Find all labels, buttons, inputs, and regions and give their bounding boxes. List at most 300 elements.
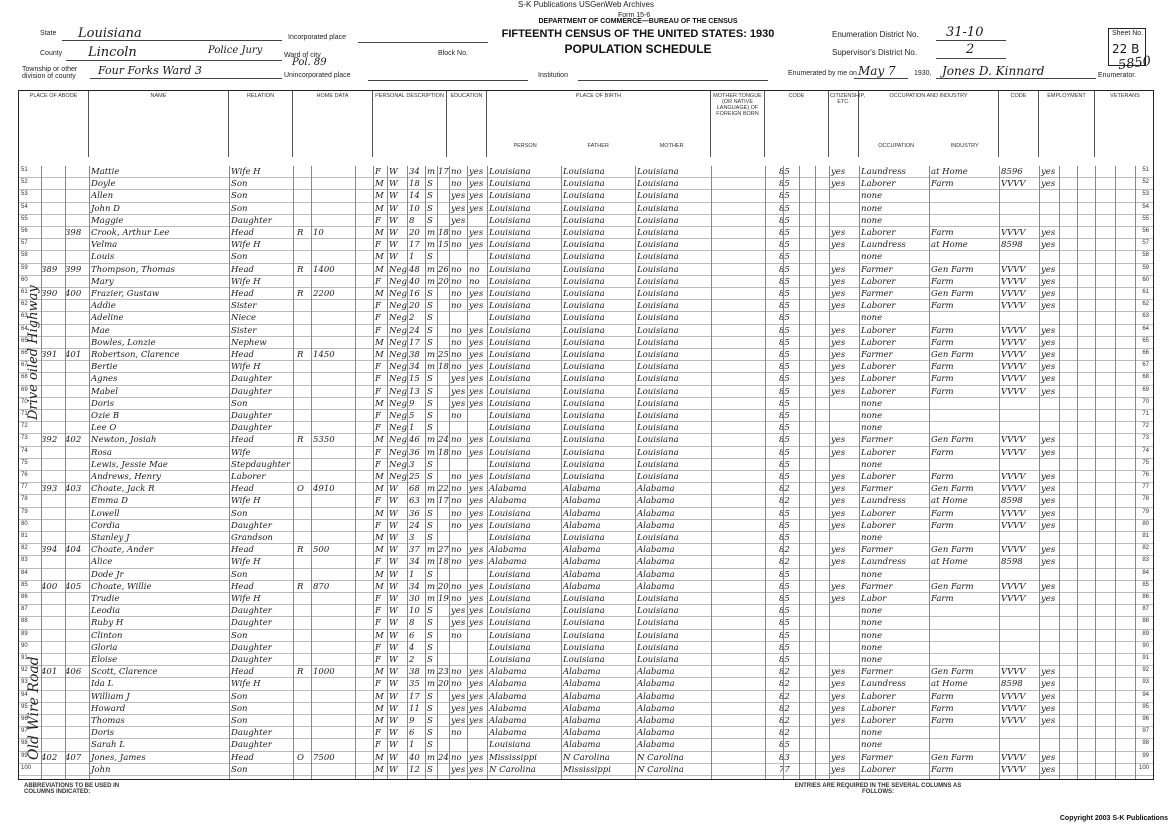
line-number: 81	[21, 533, 28, 539]
race-cell: W	[389, 716, 398, 726]
occupation-cell: none	[861, 423, 883, 434]
copyright-notice: Copyright 2003 S-K Publications	[1059, 815, 1168, 822]
person-name-cell: Choate, Willie	[91, 581, 152, 592]
employed-cell: yes	[1041, 520, 1056, 531]
person-name-cell: Andrews, Henry	[91, 472, 161, 482]
race-cell: Neg	[389, 313, 407, 324]
birthplace-person-cell: Louisiana	[489, 289, 531, 299]
home-owned-cell: R	[297, 350, 304, 360]
line-number-right: 53	[1142, 191, 1149, 198]
birthplace-mother-cell: Alabama	[637, 569, 675, 580]
birthplace-father-cell: Alabama	[563, 703, 601, 714]
group-home-data: HOME DATA	[293, 91, 373, 157]
relation-cell: Son	[231, 508, 248, 519]
birthplace-person-cell: Louisiana	[489, 740, 531, 751]
birthplace-mother-cell: Louisiana	[637, 386, 679, 397]
read-write-cell: yes	[469, 240, 484, 251]
age-at-marriage-cell: 24	[438, 752, 449, 763]
line-number: 97	[21, 728, 28, 735]
occupation-cell: Laborer	[861, 325, 896, 336]
speaks-english-cell: yes	[831, 691, 846, 702]
occupation-code-cell: VVVV	[1001, 703, 1026, 714]
speaks-english-cell: yes	[831, 374, 846, 385]
father-head: FATHER	[587, 143, 609, 149]
school-cell: yes	[451, 716, 466, 726]
age-at-marriage-cell: 18	[438, 228, 449, 238]
marital-cell: S	[427, 728, 433, 739]
table-row	[19, 727, 1153, 739]
line-number-right: 85	[1142, 581, 1149, 588]
occupation-head: OCCUPATION	[878, 143, 915, 149]
person-name-cell: Maggie	[91, 215, 124, 226]
birth-code-cell: 85	[779, 374, 790, 385]
enumerator-label: Enumerator.	[1098, 72, 1137, 79]
birth-code-cell: 85	[779, 508, 790, 519]
supervisor-value: 2	[966, 42, 975, 57]
birthplace-mother-cell: Louisiana	[637, 301, 679, 312]
person-name-cell: Choate, Jack R	[91, 484, 155, 495]
industry-cell: Farm	[931, 703, 954, 714]
sex-cell: F	[375, 301, 381, 312]
birth-code-cell: 85	[779, 740, 790, 751]
employed-cell: yes	[1041, 472, 1056, 482]
marital-cell: S	[427, 203, 433, 214]
person-name-cell: John	[91, 764, 111, 775]
age-cell: 20	[409, 301, 420, 312]
line-number: 84	[21, 569, 28, 576]
school-cell: no	[451, 508, 462, 519]
enumerated-year: 1930,	[914, 70, 932, 77]
line-number-right: 74	[1142, 447, 1149, 454]
birthplace-person-cell: Alabama	[489, 484, 527, 495]
line-number-right: 94	[1142, 691, 1149, 698]
age-cell: 46	[409, 435, 420, 446]
line-number-right: 81	[1142, 533, 1149, 539]
column-rule	[407, 166, 408, 779]
birthplace-mother-cell: Louisiana	[637, 350, 679, 360]
birthplace-person-cell: Alabama	[489, 691, 527, 702]
relation-cell: Daughter	[231, 740, 272, 751]
sex-cell: F	[375, 728, 381, 739]
marital-cell: m	[427, 594, 436, 604]
home-owned-cell: R	[297, 667, 304, 678]
line-number-right: 65	[1142, 337, 1149, 344]
race-cell: W	[389, 167, 398, 177]
relation-cell: Grandson	[231, 533, 273, 543]
sex-cell: F	[375, 618, 381, 629]
column-rule	[487, 166, 488, 779]
marital-cell: S	[427, 411, 433, 421]
table-row	[19, 349, 1153, 361]
birthplace-mother-cell: Alabama	[637, 667, 675, 678]
line-number: 86	[21, 594, 28, 600]
industry-cell: Farm	[931, 472, 954, 482]
table-row	[19, 642, 1153, 654]
marital-cell: S	[427, 313, 433, 324]
line-number-right: 72	[1142, 423, 1149, 430]
person-name-cell: Doris	[91, 728, 115, 739]
line-number: 52	[21, 179, 28, 186]
marital-cell: S	[427, 740, 433, 751]
age-at-marriage-cell: 17	[438, 167, 449, 177]
line-number: 63	[21, 313, 28, 320]
archive-banner: S-K Publications USGenWeb Archives	[518, 0, 654, 9]
sex-cell: F	[375, 594, 381, 604]
race-cell: Neg	[389, 472, 407, 482]
age-at-marriage-cell: 26	[438, 264, 449, 275]
birthplace-father-cell: Louisiana	[563, 215, 605, 226]
read-write-cell: yes	[469, 679, 484, 690]
township-line	[90, 78, 282, 79]
line-number: 57	[21, 240, 28, 247]
table-row	[19, 520, 1153, 532]
age-cell: 3	[409, 533, 415, 543]
birthplace-person-cell: Louisiana	[489, 301, 531, 312]
line-number: 91	[21, 655, 28, 661]
footer-abbreviations	[18, 781, 1154, 821]
occupation-cell: Laundress	[861, 240, 906, 251]
race-cell: Neg	[389, 325, 407, 336]
school-cell: no	[451, 301, 462, 312]
column-rule	[437, 166, 438, 779]
birth-code-cell: 85	[779, 350, 790, 360]
marital-cell: m	[427, 557, 436, 568]
birthplace-father-cell: Alabama	[563, 581, 601, 592]
birthplace-father-cell: Alabama	[563, 484, 601, 495]
birthplace-person-cell: Louisiana	[489, 435, 531, 446]
relation-cell: Son	[231, 203, 248, 214]
speaks-english-cell: yes	[831, 703, 846, 714]
home-value-cell: 1000	[313, 667, 335, 678]
occupation-title: OCCUPATION AND INDUSTRY	[889, 93, 968, 99]
line-number-right: 67	[1142, 362, 1149, 369]
read-write-cell: yes	[469, 350, 484, 360]
line-number-right: 78	[1142, 496, 1149, 503]
person-name-cell: Bowles, Lonzie	[91, 337, 156, 348]
birth-code-cell: 85	[779, 325, 790, 336]
schedule-title: POPULATION SCHEDULE	[564, 42, 712, 56]
table-row	[19, 203, 1153, 215]
marital-cell: m	[427, 240, 436, 251]
birthplace-person-cell: Louisiana	[489, 374, 531, 385]
occupation-cell: none	[861, 630, 883, 641]
read-write-cell: yes	[469, 557, 484, 568]
birthplace-father-cell: Louisiana	[563, 337, 605, 348]
sex-cell: F	[375, 215, 381, 226]
birthplace-person-cell: Louisiana	[489, 606, 531, 617]
sex-cell: F	[375, 740, 381, 751]
person-name-cell: Mary	[91, 276, 114, 287]
race-cell: W	[389, 508, 398, 519]
employed-cell: yes	[1041, 167, 1056, 177]
incorporated-line	[358, 42, 488, 43]
occupation-cell: Laborer	[861, 447, 896, 458]
industry-cell: Farm	[931, 520, 954, 531]
age-cell: 40	[409, 276, 420, 287]
age-cell: 16	[409, 289, 420, 299]
relation-cell: Wife H	[231, 496, 261, 507]
speaks-english-cell: yes	[831, 337, 846, 348]
relation-cell: Head	[231, 289, 254, 299]
industry-cell: Gen Farm	[931, 545, 974, 556]
table-row	[19, 166, 1153, 178]
county-value: Lincoln	[88, 45, 137, 60]
enum-district-line	[936, 40, 1006, 41]
home-owned-cell: R	[297, 264, 304, 275]
birth-code-cell: 85	[779, 301, 790, 312]
margin-note-road: Old Wire Road	[26, 656, 42, 760]
school-cell: no	[451, 362, 462, 373]
birthplace-father-cell: Alabama	[563, 557, 601, 568]
race-cell: W	[389, 520, 398, 531]
age-at-marriage-cell: 22	[438, 484, 449, 495]
relation-cell: Head	[231, 350, 254, 360]
family-number-cell: 399	[65, 264, 82, 275]
line-number: 96	[21, 716, 28, 722]
birthplace-father-cell: Alabama	[563, 545, 601, 556]
relation-cell: Daughter	[231, 411, 272, 421]
speaks-english-cell: yes	[831, 508, 846, 519]
employed-cell: yes	[1041, 557, 1056, 568]
race-cell: Neg	[389, 447, 407, 458]
relation-cell: Daughter	[231, 423, 272, 434]
sex-cell: F	[375, 642, 381, 653]
relation-cell: Son	[231, 252, 248, 263]
read-write-cell: yes	[469, 594, 484, 604]
birth-code-cell: 82	[779, 545, 790, 556]
occupation-code-cell: VVVV	[1001, 435, 1026, 446]
dwelling-number-cell: 393	[41, 484, 58, 495]
table-row	[19, 556, 1153, 568]
speaks-english-cell: yes	[831, 264, 846, 275]
marital-cell: S	[427, 508, 433, 519]
line-number: 64	[21, 325, 28, 332]
marital-cell: m	[427, 667, 436, 678]
sex-cell: M	[375, 435, 384, 446]
birthplace-person-cell: Louisiana	[489, 252, 531, 263]
read-write-cell: yes	[469, 764, 484, 775]
race-cell: Neg	[389, 362, 407, 373]
relation-cell: Son	[231, 398, 248, 409]
person-name-cell: Sarah L	[91, 740, 125, 751]
column-rule	[229, 166, 230, 779]
ward-label: Ward of city	[284, 52, 321, 59]
occupation-code-cell: VVVV	[1001, 545, 1026, 556]
line-number-right: 56	[1142, 228, 1149, 234]
birth-code-cell: 85	[779, 520, 790, 531]
occupation-code-cell: VVVV	[1001, 752, 1026, 763]
unincorporated-label: Unincorporated place	[284, 72, 351, 79]
group-place-of-abode: PLACE OF ABODE	[19, 91, 89, 157]
occupation-cell: Farmer	[861, 545, 893, 556]
birthplace-father-cell: Louisiana	[563, 533, 605, 543]
table-row	[19, 239, 1153, 251]
birthplace-mother-cell: Louisiana	[637, 374, 679, 385]
occupation-cell: none	[861, 569, 883, 580]
supervisor-label: Supervisor's District No.	[832, 48, 918, 57]
birthplace-mother-cell: Louisiana	[637, 618, 679, 629]
family-number-cell: 406	[65, 667, 82, 678]
marital-cell: S	[427, 520, 433, 531]
birth-code-cell: 85	[779, 411, 790, 421]
line-number: 65	[21, 337, 28, 344]
industry-cell: Farm	[931, 179, 954, 190]
line-number-right: 52	[1142, 179, 1149, 186]
birthplace-mother-cell: Alabama	[637, 703, 675, 714]
marital-cell: S	[427, 398, 433, 409]
birth-code-cell: 77	[779, 764, 790, 775]
birth-code-cell: 82	[779, 496, 790, 507]
race-cell: Neg	[389, 398, 407, 409]
table-row	[19, 630, 1153, 642]
industry-cell: Gen Farm	[931, 667, 974, 678]
birthplace-person-cell: Alabama	[489, 667, 527, 678]
birthplace-father-cell: Louisiana	[563, 362, 605, 373]
age-cell: 1	[409, 252, 415, 263]
birth-code-cell: 82	[779, 691, 790, 702]
table-row	[19, 325, 1153, 337]
place-of-birth-title: PLACE OF BIRTH	[575, 93, 622, 99]
column-rule	[293, 166, 294, 779]
line-number-right: 55	[1142, 215, 1149, 222]
birthplace-mother-cell: Alabama	[637, 581, 675, 592]
relation-cell: Wife H	[231, 557, 261, 568]
occupation-code-cell: 8598	[1001, 496, 1023, 507]
column-rule	[799, 166, 800, 779]
state-label: State	[40, 30, 57, 37]
read-write-cell: yes	[469, 752, 484, 763]
enumerator-name: Jones D. Kinnard	[942, 64, 1045, 78]
group-veterans: VETERANS	[1110, 93, 1140, 99]
speaks-english-cell: yes	[831, 472, 846, 482]
enumerated-label: Enumerated by me on	[788, 70, 857, 77]
birth-code-cell: 82	[779, 679, 790, 690]
race-cell: W	[389, 533, 398, 543]
birth-code-cell: 82	[779, 557, 790, 568]
age-cell: 6	[409, 630, 415, 641]
birthplace-mother-cell: Louisiana	[637, 264, 679, 275]
column-rule	[999, 166, 1000, 779]
employed-cell: yes	[1041, 276, 1056, 287]
birthplace-person-cell: N Carolina	[489, 764, 536, 775]
age-cell: 8	[409, 618, 415, 629]
line-number-right: 70	[1142, 398, 1149, 405]
age-at-marriage-cell: 18	[438, 447, 449, 458]
birth-code-cell: 85	[779, 435, 790, 446]
home-owned-cell: R	[297, 228, 304, 238]
table-row	[19, 581, 1153, 593]
relation-cell: Daughter	[231, 520, 272, 531]
race-cell: W	[389, 191, 398, 202]
industry-cell: Farm	[931, 362, 954, 373]
age-cell: 2	[409, 313, 415, 324]
industry-cell: Farm	[931, 276, 954, 287]
marital-cell: S	[427, 337, 433, 348]
race-cell: W	[389, 179, 398, 190]
speaks-english-cell: yes	[831, 386, 846, 397]
school-cell: yes	[451, 203, 466, 214]
person-name-cell: Louis	[91, 252, 115, 263]
line-number: 72	[21, 423, 28, 430]
industry-cell: Gen Farm	[931, 484, 974, 495]
column-rule	[1039, 166, 1040, 779]
relation-cell: Head	[231, 667, 254, 678]
sex-cell: F	[375, 240, 381, 251]
birth-code-cell: 85	[779, 167, 790, 177]
sex-cell: M	[375, 252, 384, 263]
person-name-cell: Dode Jr	[91, 569, 124, 580]
school-cell: yes	[451, 398, 466, 409]
industry-cell: Farm	[931, 691, 954, 702]
sex-cell: F	[375, 276, 381, 287]
line-number: 82	[21, 545, 28, 552]
birthplace-mother-cell: Alabama	[637, 716, 675, 726]
column-rule	[1135, 166, 1136, 779]
birthplace-mother-cell: Louisiana	[637, 459, 679, 470]
read-write-cell: yes	[469, 374, 484, 385]
birth-code-cell: 82	[779, 716, 790, 726]
occupation-code-cell: VVVV	[1001, 228, 1026, 238]
supervisor-line	[936, 58, 1006, 59]
age-cell: 25	[409, 472, 420, 482]
marital-cell: S	[427, 606, 433, 617]
line-number: 68	[21, 374, 28, 381]
birth-code-cell: 85	[779, 228, 790, 238]
relation-cell: Head	[231, 545, 254, 556]
birthplace-person-cell: Alabama	[489, 716, 527, 726]
occupation-cell: none	[861, 728, 883, 739]
sex-cell: M	[375, 203, 384, 214]
employed-cell: yes	[1041, 435, 1056, 446]
relation-cell: Daughter	[231, 642, 272, 653]
sex-cell: F	[375, 374, 381, 385]
school-cell: no	[451, 496, 462, 507]
relation-cell: Son	[231, 179, 248, 190]
home-value-cell: 5350	[313, 435, 335, 446]
line-number: 60	[21, 276, 28, 283]
birthplace-mother-cell: Louisiana	[637, 289, 679, 299]
line-number-right: 66	[1142, 350, 1149, 356]
age-cell: 68	[409, 484, 420, 495]
enum-district-value: 31-10	[946, 25, 984, 40]
employed-cell: yes	[1041, 752, 1056, 763]
birthplace-mother-cell: Louisiana	[637, 606, 679, 617]
industry-head: INDUSTRY	[950, 143, 979, 149]
age-cell: 36	[409, 508, 420, 519]
person-name-cell: Doyle	[91, 179, 116, 190]
birthplace-father-cell: Alabama	[563, 667, 601, 678]
relation-cell: Daughter	[231, 728, 272, 739]
occupation-cell: Laborer	[861, 228, 896, 238]
school-cell: yes	[451, 606, 466, 617]
birthplace-father-cell: Louisiana	[563, 203, 605, 214]
read-write-cell: yes	[469, 484, 484, 495]
column-rule	[929, 166, 930, 779]
birthplace-mother-cell: Louisiana	[637, 447, 679, 458]
mother-head: MOTHER	[659, 143, 684, 149]
line-number: 61	[21, 289, 28, 295]
age-cell: 37	[409, 545, 420, 556]
birthplace-mother-cell: Louisiana	[637, 435, 679, 446]
marital-cell: S	[427, 459, 433, 470]
employed-cell: yes	[1041, 325, 1056, 336]
occupation-code-cell: VVVV	[1001, 179, 1026, 190]
dwelling-number-cell: 402	[41, 752, 58, 763]
birthplace-person-cell: Louisiana	[489, 594, 531, 604]
occupation-cell: Laundress	[861, 167, 906, 177]
occupation-cell: Laborer	[861, 716, 896, 726]
line-number: 93	[21, 679, 28, 686]
